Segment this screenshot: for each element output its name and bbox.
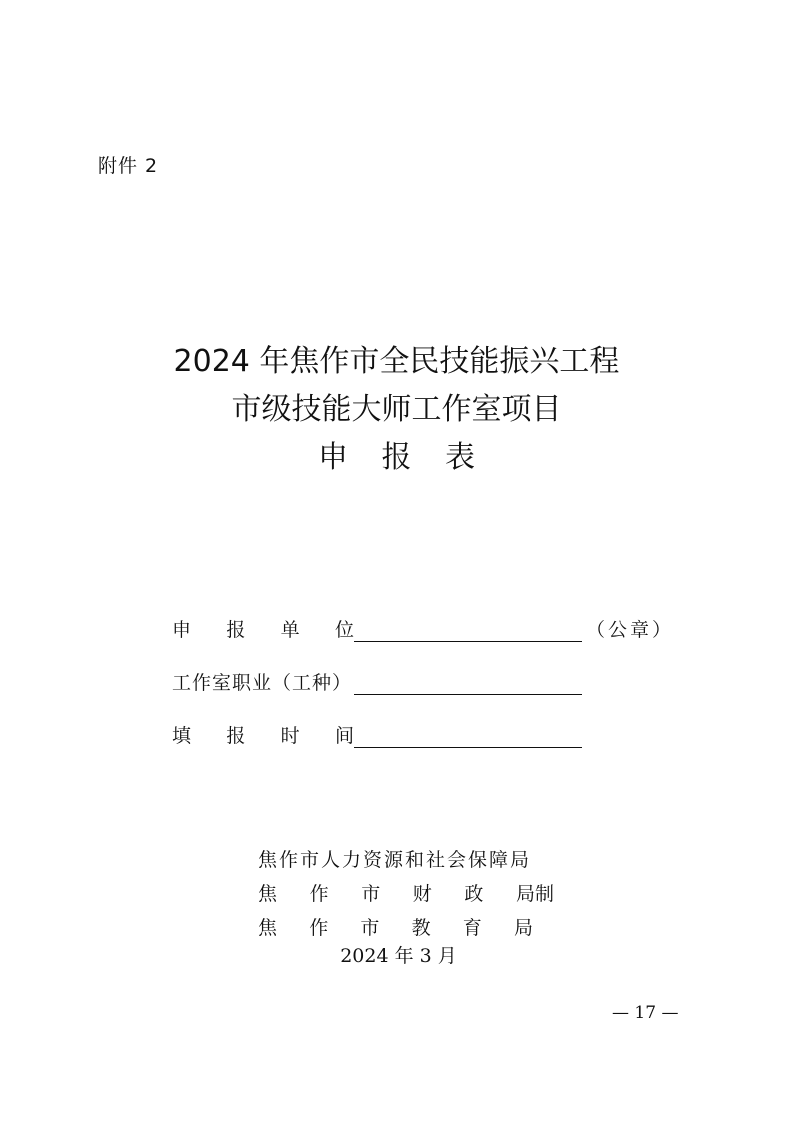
label-char: 报: [226, 725, 246, 747]
issuer-finance-bureau: [258, 877, 554, 911]
issuer-char: 教: [411, 917, 431, 939]
field-applicant-unit: [172, 612, 674, 642]
label-char: 填: [172, 725, 192, 747]
label-char: 位: [334, 619, 354, 641]
label-char: 时: [280, 725, 300, 747]
label-char: 申: [172, 619, 192, 641]
field-label-applicant-unit: [172, 615, 354, 642]
issuer-char: 市: [361, 883, 381, 905]
attachment-label: 附件 2: [98, 155, 159, 177]
issuer-char: 育: [462, 917, 482, 939]
issuer-char: 作: [309, 917, 329, 939]
issuer-char: 作: [309, 883, 329, 905]
seal-note: （公章）: [586, 619, 675, 641]
field-fill-date: [172, 718, 582, 748]
field-occupation: [172, 665, 582, 695]
label-char: 间: [334, 725, 354, 747]
issuer-education-bureau: [258, 911, 533, 945]
issuer-char: 焦: [258, 917, 278, 939]
issuer-char: 财: [412, 883, 432, 905]
issuer-char: 局: [513, 917, 533, 939]
field-label-occupation: 工作室职业（工种）: [172, 672, 353, 694]
document-title: [0, 338, 793, 482]
issuer-hr-bureau: 焦作市人力资源和社会保障局: [258, 849, 532, 871]
applicant-unit-blank[interactable]: [354, 617, 582, 642]
field-label-fill-date: [172, 721, 354, 748]
title-line-1: 2024 年焦作市全民技能振兴工程: [173, 344, 620, 379]
title-line-2: 市级技能大师工作室项目: [231, 392, 562, 427]
label-char: 报: [226, 619, 246, 641]
issuer-char: 政: [464, 883, 484, 905]
fill-date-blank[interactable]: [354, 723, 582, 748]
issuing-authorities: [258, 843, 554, 945]
issuer-char: 局制: [515, 883, 554, 905]
label-char: 单: [280, 619, 300, 641]
issuer-char: 市: [360, 917, 380, 939]
issue-date: 2024 年 3 月: [340, 945, 457, 967]
title-line-3: 申 报 表: [317, 440, 488, 475]
occupation-blank[interactable]: [354, 670, 582, 695]
issuer-char: 焦: [258, 883, 278, 905]
page-number: — 17 —: [612, 1003, 679, 1023]
